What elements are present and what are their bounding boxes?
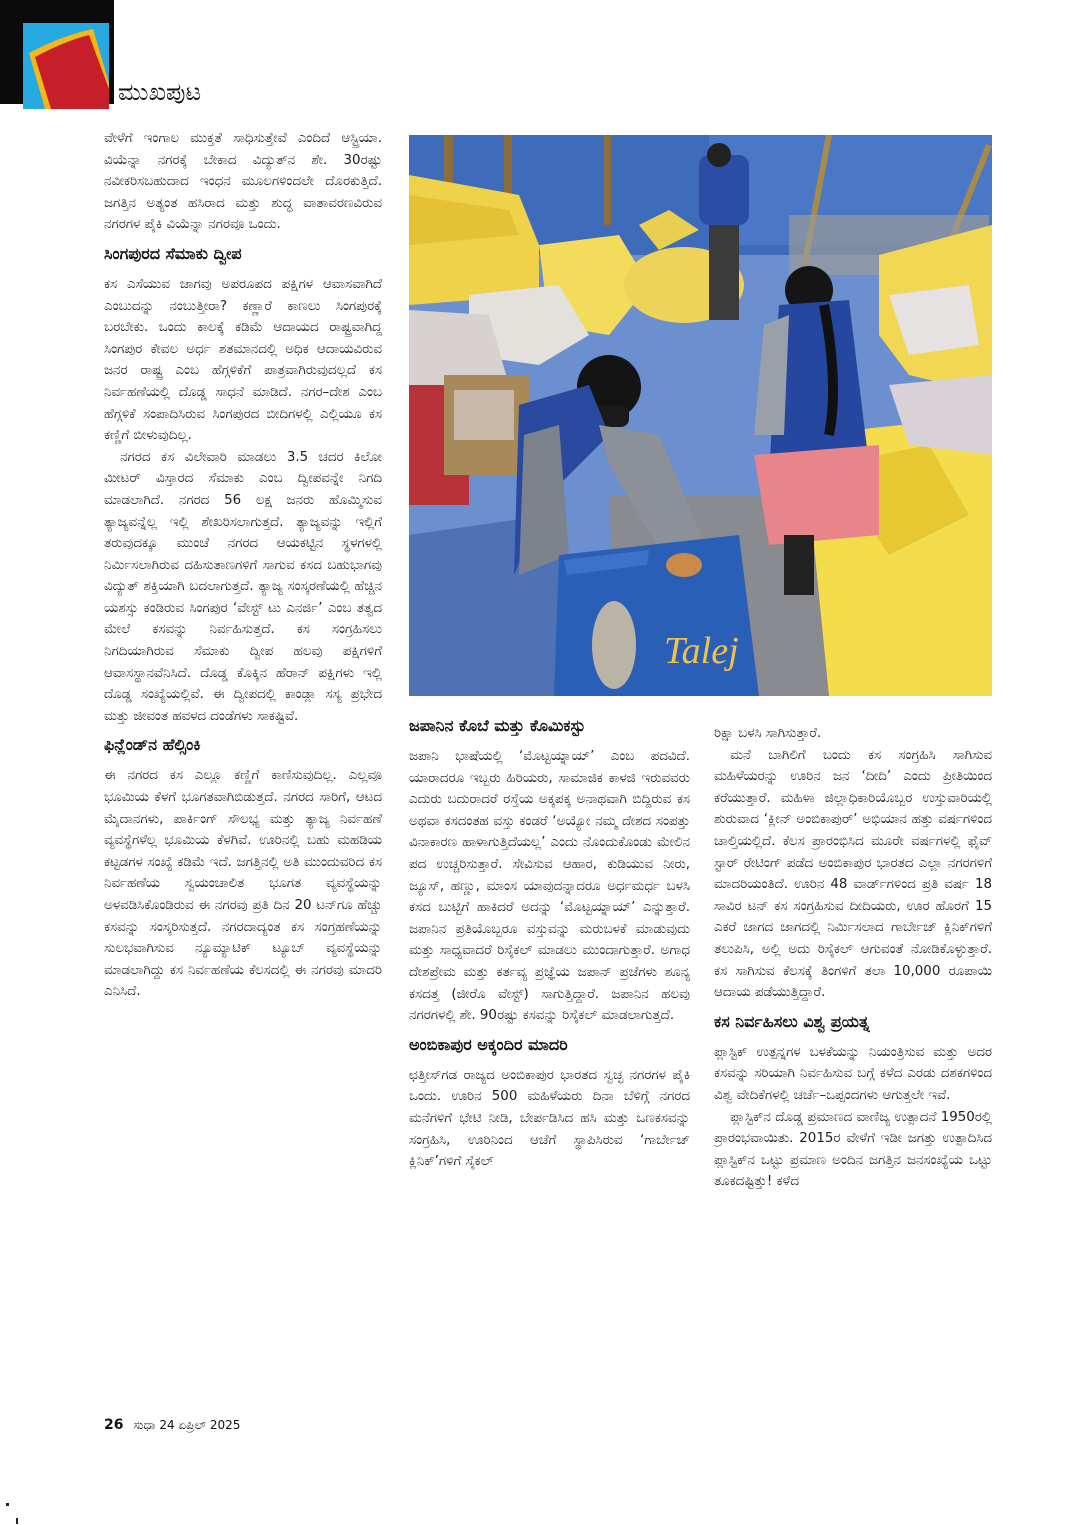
paragraph-world-2: ಪ್ಲಾಸ್ಟಿಕ್‌ನ ದೊಡ್ಡ ಪ್ರಮಾಣದ ವಾಣಿಜ್ಯ ಉತ್ಪಾದನೆ 1950ರಲ್ಲಿ ಪ್ರಾರಂಭವಾಯಿತು. 2015ರ ವೇಳೆಗೆ ಇಡೀ ಜಗತ್ತು ಉತ್ಪಾದಿಸಿದ ಪ್ಲಾಸ್ಟಿಕ್‌ನ ಒಟ್ಟು ಪ್ರಮಾಣ ಅಂದಿನ ಜಗತ್ತಿನ ಜನಸಂಖ್ಯೆಯ ಒಟ್ಟು ತೂಕದಷ್ಟಿತ್ತು! ಕಳೆದ	[714, 1109, 992, 1190]
crop-mark	[6, 1503, 9, 1506]
photo-illustration	[409, 135, 992, 696]
paragraph-ambikapur-1: ಛತ್ತೀಸ್‌ಗಡ ರಾಜ್ಯದ ಅಂಬಿಕಾಪುರ ಭಾರತದ ಸ್ವಚ್ಛ ನಗರಗಳ ಪೈಕಿ ಒಂದು. ಊರಿನ 500 ಮಹಿಳೆಯರು ದಿನಾ ಬೆಳಿಗ್ಗೆ ನಗರದ ಮನೆಗಳಿಗೆ ಭೇಟಿ ನೀಡಿ, ಬೇರ್ಪಡಿಸಿದ ಹಸಿ ಮತ್ತು ಒಣಕಸವನ್ನು ಸಂಗ್ರಹಿಸಿ, ಊರಿನಿಂದ ಆಚೆಗೆ ಸ್ಥಾಪಿಸಿರುವ ‘ಗಾರ್ಬೇಜ್ ಕ್ಲಿನಿಕ್’ಗಳಿಗೆ ಸೈಕಲ್	[409, 1067, 690, 1170]
column-right	[714, 723, 992, 1193]
heading-world-effort: ಕಸ ನಿರ್ವಹಿಸಲು ವಿಶ್ವ ಪ್ರಯತ್ನ	[714, 1011, 870, 1031]
paragraph-vienna: ವೇಳೆಗೆ ಇಂಗಾಲ ಮುಕ್ತತೆ ಸಾಧಿಸುತ್ತೇವೆ ಎಂದಿದೆ ಆಸ್ಟ್ರಿಯಾ. ವಿಯೆನ್ನಾ ನಗರಕ್ಕೆ ಬೇಕಾದ ವಿದ್ಯುತ್‌ನ ಶೇ. 30ರಷ್ಟು ನವೀಕರಿಸಬಹುದಾದ ಇಂಧನ ಮೂಲಗಳಿಂದಲೇ ದೊರಕುತ್ತಿದೆ. ಜಗತ್ತಿನ ಅತ್ಯಂತ ಹಸಿರಾದ ಮತ್ತು ಶುದ್ಧ ವಾತಾವರಣವಿರುವ ನಗರಗಳ ಪೈಕಿ ವಿಯೆನ್ನಾ ನಗರವೂ ಒಂದು.	[104, 131, 382, 233]
column-middle	[409, 708, 690, 1173]
paragraph-singapore-1: ಕಸ ಎಸೆಯುವ ಜಾಗವು ಅಪರೂಪದ ಪಕ್ಷಿಗಳ ಆವಾಸವಾಗಿದೆ ಎಂಬುದನ್ನು ನಂಬುತ್ತೀರಾ? ಕಣ್ಣಾರೆ ಕಾಣಲು ಸಿಂಗಪುರಕ್ಕೆ ಬರಬೇಕು. ಒಂದು ಕಾಲಕ್ಕೆ ಕಡಿಮೆ ಆದಾಯದ ರಾಷ್ಟ್ರವಾಗಿದ್ದ ಸಿಂಗಪುರ ಕೇವಲ ಅರ್ಧ ಶತಮಾನದಲ್ಲಿ ಅಧಿಕ ಆದಾಯವಿರುವ ಜನರ ರಾಷ್ಟ್ರ ಎಂಬ ಹೆಗ್ಗಳಿಕೆಗೆ ಪಾತ್ರವಾಗಿರುವುದಲ್ಲದೆ ಕಸ ನಿರ್ವಹಣೆಯಲ್ಲಿ ದೊಡ್ಡ ಸಾಧನೆ ಮಾಡಿದೆ. ನಗರ–ದೇಶ ಎಂಬ ಹೆಗ್ಗಳಿಕೆ ಸಂಪಾದಿಸಿರುವ ಸಿಂಗಪುರದ ಬೀದಿಗಳಲ್ಲಿ ಎಲ್ಲಿಯೂ ಕಸ ಕಣ್ಣಿಗೆ ಬೀಳುವುದಿಲ್ಲ.	[104, 276, 382, 444]
paragraph-helsinki: ಈ ನಗರದ ಕಸ ಎಲ್ಲೂ ಕಣ್ಣಿಗೆ ಕಾಣಿಸುವುದಿಲ್ಲ. ಎಲ್ಲವೂ ಭೂಮಿಯ ಕೆಳಗೆ ಭೂಗತವಾಗಿಬಿಡುತ್ತದೆ. ನಗರದ ಸಾರಿಗೆ, ಆಟದ ಮೈದಾನಗಳು, ಪಾರ್ಕಿಂಗ್ ಸೌಲಭ್ಯ ಮತ್ತು ತ್ಯಾಜ್ಯ ನಿರ್ವಹಣೆ ವ್ಯವಸ್ಥೆಗಳೆಲ್ಲ ಭೂಮಿಯ ಕೆಳಗಿವೆ. ಊರಿನಲ್ಲಿ ಬಹು ಮಹಡಿಯ ಕಟ್ಟಡಗಳ ಸಂಖ್ಯೆ ಕಡಿಮೆ ಇದೆ. ಜಗತ್ತಿನಲ್ಲಿ ಅತಿ ಮುಂದುವರಿದ ಕಸ ನಿರ್ವಹಣೆಯ ಸ್ವಯಂಚಾಲಿತ ಭೂಗತ ವ್ಯವಸ್ಥೆಯನ್ನು ಅಳವಡಿಸಿಕೊಂಡಿರುವ ಈ ನಗರವು ಪ್ರತಿ ದಿನ 20 ಟನ್‌ಗೂ ಹೆಚ್ಚು ಕಸವನ್ನು ಸಂಸ್ಕರಿಸುತ್ತದೆ. ನಗರದಾದ್ಯಂತ ಕಸ ಸಂಗ್ರಹಣೆಯನ್ನು ಸುಲಭವಾಗಿಸುವ ನ್ಯೂಮ್ಯಾಟಿಕ್ ಟ್ಯೂಬ್ ವ್ಯವಸ್ಥೆಯನ್ನು ಮಾಡಲಾಗಿದ್ದು ಕಸ ನಿರ್ವಹಣೆಯ ಕೆಲಸದಲ್ಲಿ ಈ ನಗರವು ಮಾದರಿ ಎನಿಸಿದೆ.	[104, 768, 382, 1000]
paragraph-japan: ಜಪಾನಿ ಭಾಷೆಯಲ್ಲಿ ‘ಮೊಟ್ಟಯ್ನಾಯ್’ ಎಂಬ ಪದವಿದೆ. ಯಾರಾದರೂ ಇಬ್ಬರು ಹಿರಿಯರು, ಸಾಮಾಜಿಕ ಕಾಳಜಿ ಇರುವವರು ಎದುರು ಬದುರಾದರೆ ರಸ್ತೆಯ ಅಕ್ಕಪಕ್ಕ ಅನಾಥವಾಗಿ ಬಿದ್ದಿರುವ ಕಸ ಅಥವಾ ಕಸದಂತಹ ವಸ್ತು ಕಂಡರೆ ‘ಅಯ್ಯೋ ನಮ್ಮ ದೇಶದ ಸಂಪತ್ತು ವಿನಾಕಾರಣ ಹಾಳಾಗುತ್ತಿದೆಯಲ್ಲ’ ಎಂದು ನೊಂದುಕೊಂಡು ಮೇಲಿನ ಪದ ಉಚ್ಚರಿಸುತ್ತಾರೆ. ಸೇವಿಸುವ ಆಹಾರ, ಕುಡಿಯುವ ನೀರು, ಜ್ಯೂಸ್, ಹಣ್ಣು, ಮಾಂಸ ಯಾವುದನ್ನಾದರೂ ಅರ್ಧಮರ್ಧ ಬಳಸಿ ಕಸದ ಬುಟ್ಟಿಗೆ ಹಾಕಿದರೆ ಅದನ್ನು ‘ಮೊಟ್ಟಯ್ನಾಯ್’ ಎನ್ನುತ್ತಾರೆ. ಜಪಾನಿನ ಪ್ರತಿಯೊಬ್ಬರೂ ವಸ್ತುವನ್ನು ಮರುಬಳಕೆ ಮಾಡುವುದು ಮತ್ತು ಸಾಧ್ಯವಾದರೆ ರಿಸೈಕಲ್ ಮಾಡಲು ಮುಂದಾಗುತ್ತಾರೆ. ಅಗಾಧ ದೇಶಪ್ರೇಮ ಮತ್ತು ಕರ್ತವ್ಯ ಪ್ರಜ್ಞೆಯ ಜಪಾನ್ ಪ್ರಜೆಗಳು ಶೂನ್ಯ ಕಸದತ್ತ (ಜೀರೊ ವೇಸ್ಟ್) ಸಾಗುತ್ತಿದ್ದಾರೆ. ಜಪಾನಿನ ಹಲವು ನಗರಗಳಲ್ಲಿ ಶೇ. 90ರಷ್ಟು ಕಸವನ್ನು ರಿಸೈಕಲ್ ಮಾಡಲಾಗುತ್ತದೆ.	[409, 749, 690, 1024]
article-photo-waste-sorting	[409, 135, 992, 696]
heading-japan: ಜಪಾನಿನ ಕೊಬೆ ಮತ್ತು ಕೊಮಿಕಸ್ಟು	[409, 716, 586, 735]
paragraph-ambikapur-2: ಮನೆ ಬಾಗಿಲಿಗೆ ಬಂದು ಕಸ ಸಂಗ್ರಹಿಸಿ ಸಾಗಿಸುವ ಮಹಿಳೆಯರನ್ನು ಊರಿನ ಜನ ‘ದೀದಿ’ ಎಂದು ಪ್ರೀತಿಯಿಂದ ಕರೆಯುತ್ತಾರೆ. ಮಹಿಳಾ ಜಿಲ್ಲಾಧಿಕಾರಿಯೊಬ್ಬರ ಉಸ್ತುವಾರಿಯಲ್ಲಿ ಶುರುವಾದ ‘ಕ್ಲೀನ್ ಅಂಬಿಕಾಪುರ್’ ಅಭಿಯಾನ ಹತ್ತು ವರ್ಷಗಳಿಂದ ಚಾಲ್ತಿಯಲ್ಲಿದೆ. ಕೆಲಸ ಪ್ರಾರಂಭಿಸಿದ ಮೂರೇ ವರ್ಷಗಳಲ್ಲಿ ಫೈವ್ ಸ್ಟಾರ್ ರೇಟಿಂಗ್ ಪಡೆದ ಅಂಬಿಕಾಪುರ ಭಾರತದ ಎಲ್ಲಾ ನಗರಗಳಿಗೆ ಮಾದರಿಯಂತಿದೆ. ಊರಿನ 48 ವಾರ್ಡ್‌ಗಳಿಂದ ಪ್ರತಿ ವರ್ಷ 18 ಸಾವಿರ ಟನ್ ಕಸ ಸಂಗ್ರಹಿಸುವ ದೀದಿಯರು, ಊರ ಹೊರಗೆ 15 ಎಕರೆ ಜಾಗದ ಜಾಗದಲ್ಲಿ ನಿರ್ಮಿಸಲಾದ ಗಾರ್ಬೇಜ್ ಕ್ಲಿನಿಕ್‌ಗಳಿಗೆ ತಲುಪಿಸಿ, ಅಲ್ಲಿ ಅದು ರಿಸೈಕಲ್ ಆಗುವಂತೆ ನೋಡಿಕೊಳ್ಳುತ್ತಾರೆ. ಕಸ ಸಾಗಿಸುವ ಕೆಲಸಕ್ಕೆ ತಿಂಗಳಿಗೆ ತಲಾ 10,000 ರೂಪಾಯಿ ಆದಾಯ ಪಡೆಯುತ್ತಿದ್ದಾರೆ.	[714, 747, 992, 1001]
paragraph-world-1: ಪ್ಲಾಸ್ಟಿಕ್ ಉತ್ಪನ್ನಗಳ ಬಳಕೆಯನ್ನು ನಿಯಂತ್ರಿಸುವ ಮತ್ತು ಅದರ ಕಸವನ್ನು ಸರಿಯಾಗಿ ನಿರ್ವಹಿಸುವ ಬಗ್ಗೆ ಕಳೆದ ಎರಡು ದಶಕಗಳಿಂದ ವಿಶ್ವ ವೇದಿಕೆಗಳಲ್ಲಿ ಚರ್ಚೆ–ಒಪ್ಪಂದಗಳು ಆಗುತ್ತಲೇ ಇವೆ.	[714, 1044, 992, 1103]
paragraph-ambikapur-continued: ರಿಕ್ಷಾ ಬಳಸಿ ಸಾಗಿಸುತ್ತಾರೆ.	[714, 726, 822, 741]
paragraph-singapore-2: ನಗರದ ಕಸ ವಿಲೇವಾರಿ ಮಾಡಲು 3.5 ಚದರ ಕಿಲೋ ಮೀಟರ್ ವಿಸ್ತಾರದ ಸೆಮಾಕು ಎಂಬ ದ್ವೀಪವನ್ನೇ ನಿಗದಿ ಮಾಡಲಾಗಿದೆ. ನಗರದ 56 ಲಕ್ಷ ಜನರು ಹೊಮ್ಮಿಸುವ ತ್ಯಾಜ್ಯವನ್ನೆಲ್ಲ ಇಲ್ಲಿ ಶೇಖರಿಸಲಾಗುತ್ತದೆ. ತ್ಯಾಜ್ಯವನ್ನು ಇಲ್ಲಿಗೆ ತರುವುದಕ್ಕೂ ಮುಂಚೆ ನಗರದ ಆಯಕಟ್ಟಿನ ಸ್ಥಳಗಳಲ್ಲಿ ನಿರ್ಮಿಸಲಾಗಿರುವ ದಹಿಸುತಾಣಗಳಿಗೆ ಸಾಗುವ ಕಸದ ಬಹುಭಾಗವು ವಿದ್ಯುತ್ ಶಕ್ತಿಯಾಗಿ ಬದಲಾಗುತ್ತದೆ. ತ್ಯಾಜ್ಯ ಸಂಸ್ಕರಣೆಯಲ್ಲಿ ಹೆಚ್ಚಿನ ಯಶಸ್ಸು ಕಂಡಿರುವ ಸಿಂಗಪುರ ‘ವೇಸ್ಟ್ ಟು ಎನರ್ಜಿ’ ಎಂಬ ತತ್ವದ ಮೇಲೆ ಕಸವನ್ನು ನಿರ್ವಹಿಸುತ್ತದೆ. ಕಸ ಸಂಗ್ರಹಿಸಲು ನಿಗದಿಯಾಗಿರುವ ಸೆಮಾಕು ದ್ವೀಪ ಹಲವು ಪಕ್ಷಿಗಳಿಗೆ ಆವಾಸಸ್ಥಾನವೆನಿಸಿದೆ. ದೊಡ್ಡ ಕೊಕ್ಕಿನ ಹೆರಾನ್ ಪಕ್ಷಿಗಳು ಇಲ್ಲಿ ದೊಡ್ಡ ಸಂಖ್ಯೆಯಲ್ಲಿವೆ. ಈ ದ್ವೀಪದಲ್ಲಿ ಕಾಂಡ್ಲಾ ಸಸ್ಯ ಪ್ರಭೇದ ಮತ್ತು ಜೀವಂತ ಹವಳದ ದಂಡೆಗಳು ಸಾಕಷ್ಟಿವೆ.	[104, 449, 382, 724]
page-number: 26	[104, 1417, 124, 1433]
issue-date: 24 ಏಪ್ರಿಲ್ 2025	[159, 1418, 241, 1432]
column-left	[104, 128, 382, 1003]
bag-brand-text: Talej	[664, 630, 739, 672]
page-footer	[104, 1417, 240, 1433]
section-title: ಮುಖಪುಟ	[118, 78, 202, 106]
publication-name: ಸುಧಾ	[133, 1418, 156, 1432]
heading-singapore: ಸಿಂಗಪುರದ ಸೆಮಾಕು ದ್ವೀಪ	[104, 243, 242, 263]
crop-mark	[16, 1518, 18, 1524]
magazine-logo	[23, 23, 109, 109]
book-icon	[23, 23, 109, 109]
heading-ambikapur: ಅಂಬಿಕಾಪುರ ಅಕ್ಕಂದಿರ ಮಾದರಿ	[409, 1034, 568, 1054]
heading-helsinki: ಫಿನ್ಲೆಂಡ್‌ನ ಹೆಲ್ಸಿಂಕಿ	[104, 735, 201, 755]
